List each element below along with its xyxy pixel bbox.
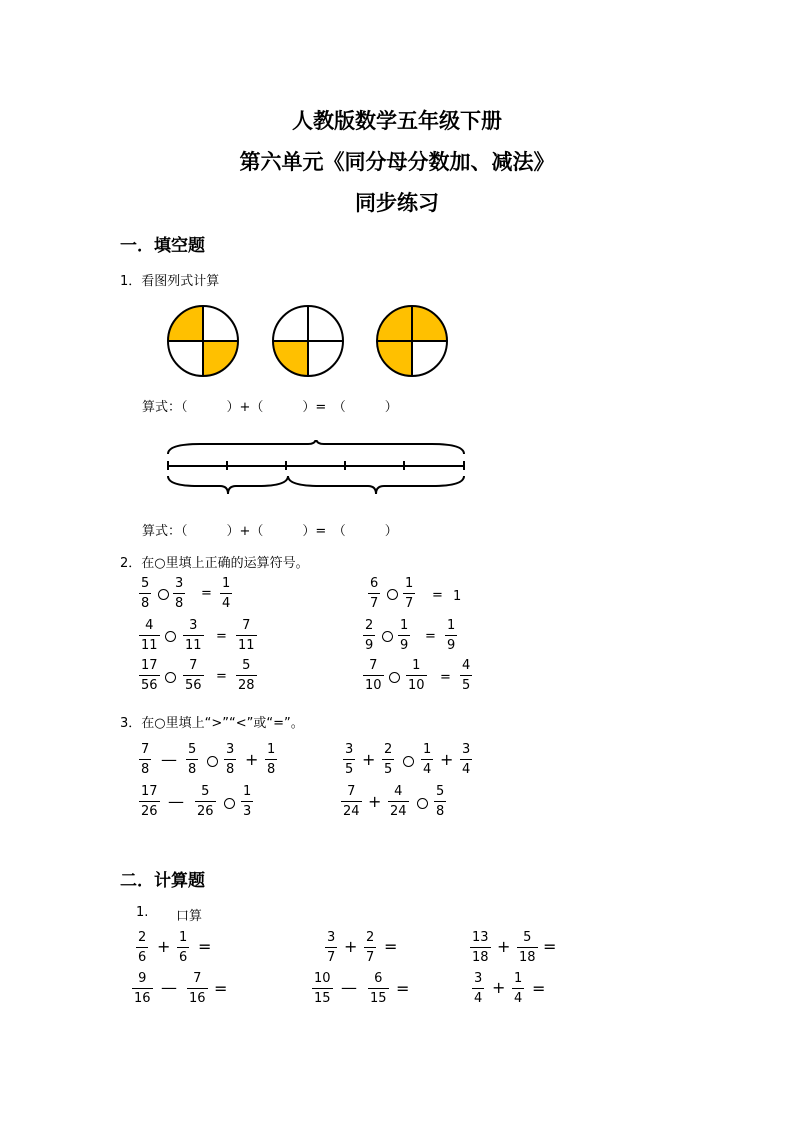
fraction-part: 7 [347, 784, 356, 799]
fraction-part: 15 [370, 991, 387, 1006]
equals-sign: = [396, 979, 410, 998]
answer-circle[interactable] [387, 589, 398, 600]
section-fill-blank: 一．填空题 [120, 236, 205, 256]
fraction-part: 3 [327, 930, 336, 945]
minus-sign: — [161, 750, 177, 769]
fraction [177, 930, 189, 965]
fraction [186, 742, 198, 777]
fraction [368, 576, 380, 611]
fraction-part: 2 [366, 930, 375, 945]
fraction-part: 2 [365, 618, 374, 633]
fraction-part: 9 [365, 638, 374, 653]
fraction-part: 4 [514, 991, 523, 1006]
title-line-3: 同步练习 [355, 190, 439, 215]
fraction [224, 742, 236, 777]
answer-circle[interactable] [165, 672, 176, 683]
fraction-part: 24 [343, 804, 360, 819]
fraction [363, 618, 375, 653]
fraction-part: 2 [138, 930, 147, 945]
fraction-part: 1 [179, 930, 188, 945]
fraction [139, 618, 160, 653]
plus-sign: + [362, 750, 376, 769]
fraction-part: 1 [222, 576, 231, 591]
number-one: 1 [453, 589, 462, 604]
equals-sign: = [532, 979, 546, 998]
equals-sign: = [440, 670, 451, 685]
plus-sign: + [245, 750, 259, 769]
bottom-brace-left [168, 476, 288, 494]
plus-sign: + [157, 937, 171, 956]
circle-2 [273, 306, 343, 376]
fraction-part: 7 [366, 950, 375, 965]
equals-sign: = [214, 979, 228, 998]
question-1-label: 1．看图列式计算 [120, 274, 220, 289]
fraction-part: 56 [141, 678, 158, 693]
fraction-part: 3 [226, 742, 235, 757]
plus-sign: + [368, 792, 382, 811]
equals-sign: = [198, 937, 212, 956]
fraction [132, 971, 153, 1006]
fraction-part: 26 [197, 804, 214, 819]
fraction-part: 18 [472, 950, 489, 965]
fraction-part: 56 [185, 678, 202, 693]
title-line-2: 第六单元《同分母分数加、减法》 [239, 149, 555, 174]
fraction-part: 3 [189, 618, 198, 633]
answer-circle[interactable] [165, 631, 176, 642]
fraction-part: 1 [400, 618, 409, 633]
answer-circle[interactable] [224, 798, 235, 809]
fraction [241, 784, 253, 819]
fraction-part: 9 [138, 971, 147, 986]
fraction [220, 576, 232, 611]
fraction-part: 7 [193, 971, 202, 986]
fraction-part: 17 [141, 658, 158, 673]
plus-sign: + [344, 937, 358, 956]
fraction-part: 5 [345, 762, 354, 777]
top-brace [168, 440, 464, 454]
fraction-part: 7 [369, 658, 378, 673]
fraction-part: 4 [474, 991, 483, 1006]
fraction-part: 1 [243, 784, 252, 799]
fraction-part: 8 [175, 596, 184, 611]
circle-3 [377, 306, 447, 376]
fraction-part: 24 [390, 804, 407, 819]
fraction [136, 930, 148, 965]
answer-circle[interactable] [417, 798, 428, 809]
answer-circle[interactable] [158, 589, 169, 600]
fraction-part: 10 [408, 678, 425, 693]
fraction [236, 658, 257, 693]
question-3-label: 3．在○里填上“>”“<”或“=”。 [120, 716, 304, 731]
fraction [343, 742, 355, 777]
fraction-part: 6 [138, 950, 147, 965]
fraction-part: 6 [179, 950, 188, 965]
fraction [236, 618, 257, 653]
fraction [470, 930, 491, 965]
fraction-part: 4 [423, 762, 432, 777]
fraction-part: 7 [242, 618, 251, 633]
fraction-part: 4 [462, 762, 471, 777]
fraction-part: 3 [345, 742, 354, 757]
fraction-part: 10 [365, 678, 382, 693]
fraction-part: 1 [514, 971, 523, 986]
fraction [406, 658, 427, 693]
calc-label-number: 1. [136, 905, 149, 920]
fraction [434, 784, 446, 819]
title-line-1: 人教版数学五年级下册 [292, 108, 502, 133]
fraction [460, 658, 472, 693]
section-calculation: 二．计算题 [120, 871, 205, 891]
fraction-part: 11 [238, 638, 255, 653]
fraction-part: 8 [141, 762, 150, 777]
equals-sign: = [432, 588, 443, 603]
fraction-part: 17 [141, 784, 158, 799]
fraction-part: 6 [374, 971, 383, 986]
fraction-part: 4 [394, 784, 403, 799]
circle-1 [168, 306, 238, 376]
fraction-part: 28 [238, 678, 255, 693]
fraction-part: 5 [141, 576, 150, 591]
fraction [195, 784, 216, 819]
answer-circle[interactable] [382, 631, 393, 642]
bottom-brace-right [288, 476, 464, 494]
plus-sign: + [440, 750, 454, 769]
fraction-part: 9 [447, 638, 456, 653]
fraction-part: 3 [175, 576, 184, 591]
fraction-part: 5 [384, 762, 393, 777]
fraction-part: 16 [189, 991, 206, 1006]
fraction [183, 658, 204, 693]
equals-sign: = [201, 586, 212, 601]
fraction-part: 1 [267, 742, 276, 757]
fraction [460, 742, 472, 777]
fraction [364, 930, 376, 965]
fraction-part: 1 [423, 742, 432, 757]
minus-sign: — [341, 978, 357, 997]
fraction-part: 8 [436, 804, 445, 819]
fraction [139, 742, 151, 777]
fraction-part: 4 [145, 618, 154, 633]
fraction [421, 742, 433, 777]
fraction-part: 5 [436, 784, 445, 799]
fraction-part: 10 [314, 971, 331, 986]
fraction-part: 8 [267, 762, 276, 777]
equals-sign: = [384, 937, 398, 956]
fraction-part: 7 [327, 950, 336, 965]
fraction [341, 784, 362, 819]
fraction-part: 4 [222, 596, 231, 611]
fraction [445, 618, 457, 653]
fraction [368, 971, 389, 1006]
fraction [388, 784, 409, 819]
fraction-part: 7 [141, 742, 150, 757]
fraction [363, 658, 384, 693]
fraction [139, 784, 160, 819]
answer-circle[interactable] [389, 672, 400, 683]
fraction [187, 971, 208, 1006]
fraction-part: 5 [462, 678, 471, 693]
answer-circle[interactable] [403, 756, 414, 767]
fraction-part: 7 [189, 658, 198, 673]
fraction [325, 930, 337, 965]
fraction [139, 658, 160, 693]
fraction-part: 8 [141, 596, 150, 611]
fraction-part: 4 [462, 658, 471, 673]
fraction-part: 5 [242, 658, 251, 673]
calc-label-text: 口算 [176, 909, 203, 924]
fraction-part: 5 [523, 930, 532, 945]
equals-sign: = [543, 937, 557, 956]
fraction-part: 3 [474, 971, 483, 986]
fraction-part: 8 [188, 762, 197, 777]
equals-sign: = [425, 629, 436, 644]
fraction [403, 576, 415, 611]
fraction-part: 1 [447, 618, 456, 633]
fraction-part: 9 [400, 638, 409, 653]
fraction [173, 576, 185, 611]
formula-1: 算式：（ ）+（ ）= （ ） [142, 400, 398, 415]
fraction-part: 7 [405, 596, 414, 611]
question-2-label: 2．在○里填上正确的运算符号。 [120, 556, 309, 571]
fraction-part: 3 [462, 742, 471, 757]
answer-circle[interactable] [207, 756, 218, 767]
fraction [382, 742, 394, 777]
fraction-part: 8 [226, 762, 235, 777]
minus-sign: — [168, 792, 184, 811]
fraction [312, 971, 333, 1006]
equals-sign: = [216, 629, 227, 644]
fraction-part: 11 [141, 638, 158, 653]
plus-sign: + [497, 937, 511, 956]
fraction-part: 16 [134, 991, 151, 1006]
fraction [517, 930, 538, 965]
fraction [472, 971, 484, 1006]
fraction-part: 5 [201, 784, 210, 799]
fraction-part: 13 [472, 930, 489, 945]
fraction-part: 5 [188, 742, 197, 757]
fraction [398, 618, 410, 653]
fraction-part: 7 [370, 596, 379, 611]
fraction-part: 1 [405, 576, 414, 591]
minus-sign: — [161, 978, 177, 997]
fraction-part: 18 [519, 950, 536, 965]
fraction-part: 3 [243, 804, 252, 819]
fraction [183, 618, 204, 653]
fraction [265, 742, 277, 777]
fraction-part: 6 [370, 576, 379, 591]
equals-sign: = [216, 669, 227, 684]
fraction-part: 26 [141, 804, 158, 819]
fraction-part: 11 [185, 638, 202, 653]
fraction-part: 15 [314, 991, 331, 1006]
fraction-part: 1 [412, 658, 421, 673]
plus-sign: + [492, 978, 506, 997]
fraction [139, 576, 151, 611]
fraction-circles-figure [160, 300, 460, 382]
fraction-part: 2 [384, 742, 393, 757]
fraction [512, 971, 524, 1006]
number-line-figure [160, 440, 480, 500]
formula-2: 算式：（ ）+（ ）= （ ） [142, 524, 398, 539]
